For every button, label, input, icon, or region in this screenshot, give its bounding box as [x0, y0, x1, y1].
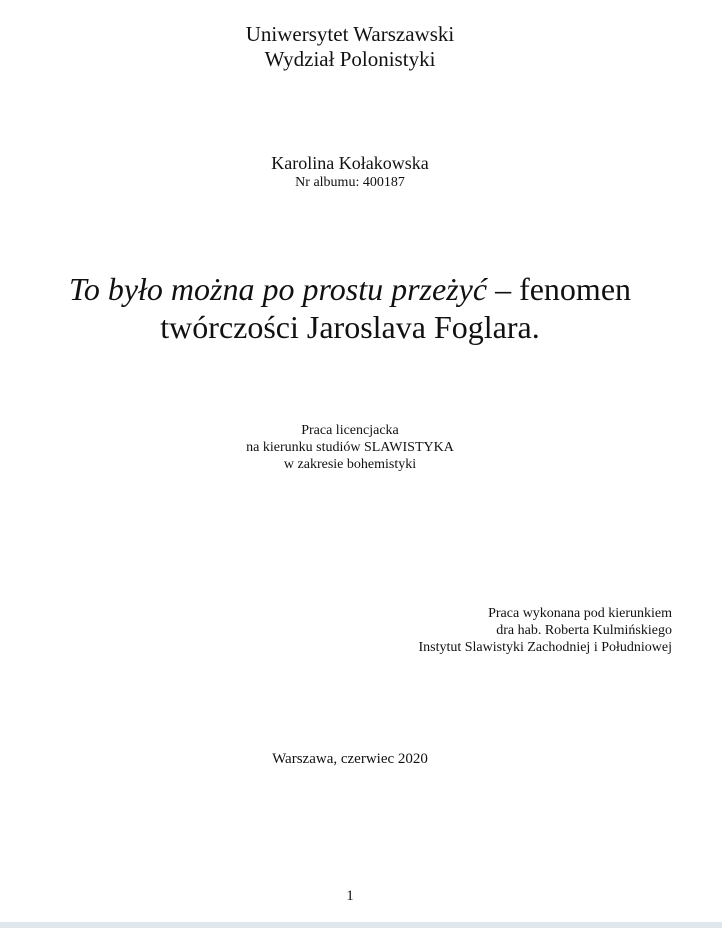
- supervisor-line-1: Praca wykonana pod kierunkiem: [488, 606, 672, 621]
- supervisor-name: dra hab. Roberta Kulmińskiego: [496, 623, 672, 638]
- title-line-2: twórczości Jaroslava Foglara.: [160, 309, 540, 345]
- title-rest-part: – fenomen: [487, 271, 632, 307]
- title-line-1: [0, 270, 700, 308]
- university-header: [0, 22, 700, 72]
- thesis-type-block: [0, 422, 700, 473]
- place-and-date: Warszawa, czerwiec 2020: [272, 751, 428, 767]
- supervisor-institute: Instytut Slawistyki Zachodniej i Południowej: [418, 640, 672, 655]
- thesis-field: na kierunku studiów SLAWISTYKA: [246, 440, 454, 455]
- page-bottom-edge: [0, 922, 722, 928]
- thesis-specialization: w zakresie bohemistyki: [283, 457, 417, 472]
- page-number: 1: [346, 888, 354, 904]
- university-name: Uniwersytet Warszawski: [245, 22, 455, 46]
- album-number: Nr albumu: 400187: [295, 175, 405, 190]
- author-block: [0, 152, 700, 191]
- thesis-type: Praca licencjacka: [301, 423, 399, 438]
- author-name: Karolina Kołakowska: [271, 153, 429, 173]
- supervisor-block: [418, 605, 672, 656]
- title-italic-part: To było można po prostu przeżyć: [68, 271, 488, 307]
- faculty-name: Wydział Polonistyki: [264, 47, 436, 71]
- thesis-title: [0, 270, 700, 346]
